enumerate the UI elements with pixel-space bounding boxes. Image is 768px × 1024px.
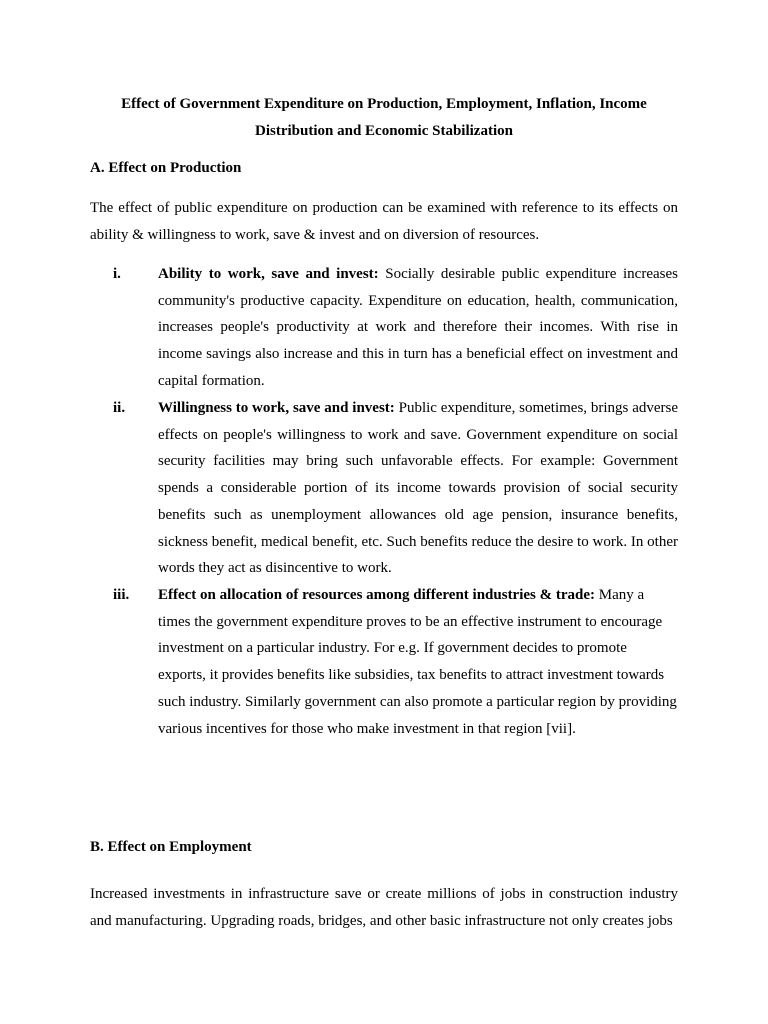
list-item-body: [158, 261, 678, 395]
list-item-text: Socially desirable public expenditure increases community's productive capacity. Expenditure on education, health, communication, increases people's productivity at work and therefore their incomes. With rise in income savings also increase and this in turn has a beneficial effect on investment and capital formation.: [158, 266, 678, 389]
list-item-body: [158, 395, 678, 582]
list-item-text: Many a times the government expenditure proves to be an effective instrument to encourage investment on a particular industry. For e.g. If government decides to promote exports, it provides benefits like subsidies, tax benefits to attract investment towards such industry. Similarly government can also promote a particular region by providing various incentives for those who make investment in that region [vii].: [158, 587, 677, 737]
list-item-number: i.: [113, 266, 121, 282]
section-b-heading: B. Effect on Employment: [90, 839, 252, 855]
list-item-number: iii.: [113, 587, 130, 603]
list-item-lead: Effect on allocation of resources among different industries & trade:: [158, 587, 596, 603]
section-b-intro: Increased investments in infrastructure save or create millions of jobs in construction industry and manufacturing. Upgrading roads, bridges, and other basic infrastructure not only creates jobs: [90, 886, 678, 929]
document-title: Effect of Government Expenditure on Production, Employment, Inflation, Income Distribution and Economic Stabilization: [121, 96, 647, 139]
list-item-lead: Ability to work, save and invest:: [158, 266, 379, 282]
section-a-heading: A. Effect on Production: [90, 160, 242, 176]
list-item-number: ii.: [113, 400, 126, 416]
list-item-lead: Willingness to work, save and invest:: [158, 400, 395, 416]
section-a-intro: The effect of public expenditure on production can be examined with reference to its effects on ability & willingness to work, save & invest and on diversion of resources.: [90, 200, 678, 243]
list-item-text: Public expenditure, sometimes, brings adverse effects on people's willingness to work and save. Government expenditure on social security facilities may bring such unfavorable effects. For example: Government spends a considerable portion of its income towards provision of social security benefits such as unemployment allowances old age pension, insurance benefits, sickness benefit, medical benefit, etc. Such benefits reduce the desire to work. In other words they act as disincentive to work.: [158, 400, 678, 577]
list-item-body: [158, 582, 678, 742]
